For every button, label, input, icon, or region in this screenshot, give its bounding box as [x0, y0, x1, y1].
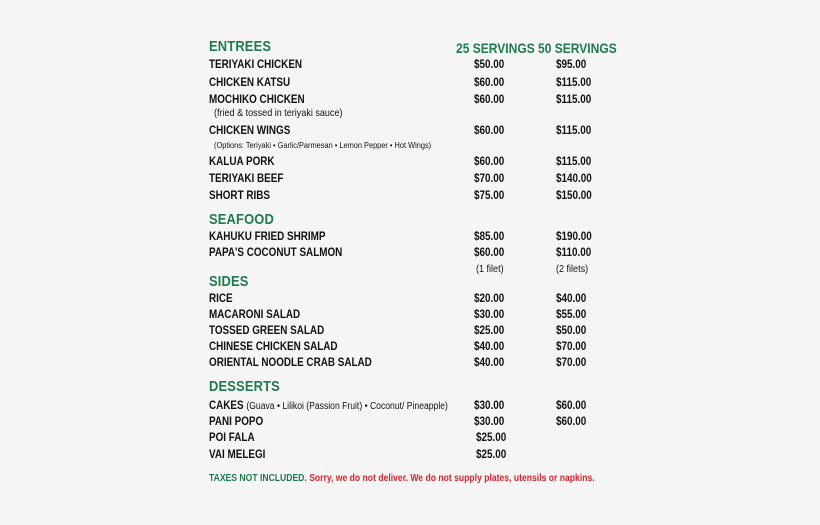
price-50: $95.00: [556, 59, 587, 71]
footer-notice: [209, 473, 595, 484]
menu-item-name: TOSSED GREEN SALAD: [209, 325, 325, 337]
price-25: $25.00: [476, 432, 507, 444]
price-50: $190.00: [556, 231, 592, 243]
menu-item-name: PANI POPO: [209, 416, 264, 428]
price-50: $60.00: [556, 416, 587, 428]
price-25: $40.00: [474, 341, 505, 353]
price-25: $40.00: [474, 357, 505, 369]
menu-item-name: TERIYAKI BEEF: [209, 173, 284, 185]
menu-item-name: [209, 400, 448, 412]
price-50: $40.00: [556, 293, 587, 305]
delivery-notice: Sorry, we do not deliver. We do not supply plates, utensils or napkins.: [309, 473, 595, 484]
menu-item-name: MOCHIKO CHICKEN: [209, 94, 305, 106]
price-25: $25.00: [476, 449, 507, 461]
price-25: $75.00: [474, 190, 505, 202]
price-50: $110.00: [556, 247, 592, 259]
menu-item-name: ORIENTAL NOODLE CRAB SALAD: [209, 357, 372, 369]
price-25: $60.00: [474, 125, 505, 137]
price-50: $115.00: [556, 77, 592, 89]
price-50: $150.00: [556, 190, 592, 202]
price-25: $25.00: [474, 325, 505, 337]
menu-item-name: TERIYAKI CHICKEN: [209, 59, 303, 71]
menu-item-name: CHICKEN KATSU: [209, 77, 291, 89]
price-25: $60.00: [474, 94, 505, 106]
price-50: $140.00: [556, 173, 592, 185]
section-title-entrees: ENTREES: [209, 38, 272, 55]
price-50-note: (2 filets): [556, 263, 589, 275]
price-25: $50.00: [474, 59, 505, 71]
menu-item-name-text: CAKES: [209, 400, 244, 412]
menu-item-name: POI FALA: [209, 432, 255, 444]
menu-item-note: (Options: Teriyaki • Garlic/Parmesan • Lemon Pepper • Hot Wings): [214, 140, 432, 150]
price-25: $30.00: [474, 416, 505, 428]
price-25: $85.00: [474, 231, 505, 243]
menu-item-name: KAHUKU FRIED SHRIMP: [209, 231, 326, 243]
section-title-desserts: DESSERTS: [209, 378, 280, 395]
column-header-25-servings: 25 SERVINGS: [456, 40, 535, 56]
menu-item-name: PAPA'S COCONUT SALMON: [209, 247, 343, 259]
menu-item-note: (fried & tossed in teriyaki sauce): [214, 107, 343, 119]
price-50: $115.00: [556, 94, 592, 106]
section-title-sides: SIDES: [209, 273, 249, 290]
menu-item-name: MACARONI SALAD: [209, 309, 301, 321]
price-50: $50.00: [556, 325, 587, 337]
price-50: $115.00: [556, 156, 592, 168]
price-50: $70.00: [556, 341, 587, 353]
price-25: $60.00: [474, 247, 505, 259]
price-25: $70.00: [474, 173, 505, 185]
taxes-note: TAXES NOT INCLUDED.: [209, 473, 307, 484]
menu-item-name: SHORT RIBS: [209, 190, 270, 202]
price-50: $115.00: [556, 125, 592, 137]
menu-item-name: RICE: [209, 293, 233, 305]
price-50: $60.00: [556, 400, 587, 412]
section-title-seafood: SEAFOOD: [209, 211, 274, 228]
price-25-note: (1 filet): [476, 263, 504, 275]
price-50: $70.00: [556, 357, 587, 369]
menu-item-note: (Guava • Lilikoi (Passion Fruit) • Coconut/ Pineapple): [246, 401, 448, 412]
price-25: $60.00: [474, 77, 505, 89]
price-25: $20.00: [474, 293, 505, 305]
column-header-50-servings: 50 SERVINGS: [538, 40, 617, 56]
menu-item-name: VAI MELEGI: [209, 449, 266, 461]
menu-item-name: CHINESE CHICKEN SALAD: [209, 341, 338, 353]
price-25: $30.00: [474, 309, 505, 321]
price-25: $60.00: [474, 156, 505, 168]
menu-item-name: KALUA PORK: [209, 156, 275, 168]
price-50: $55.00: [556, 309, 587, 321]
price-25: $30.00: [474, 400, 505, 412]
menu-item-name: CHICKEN WINGS: [209, 125, 291, 137]
